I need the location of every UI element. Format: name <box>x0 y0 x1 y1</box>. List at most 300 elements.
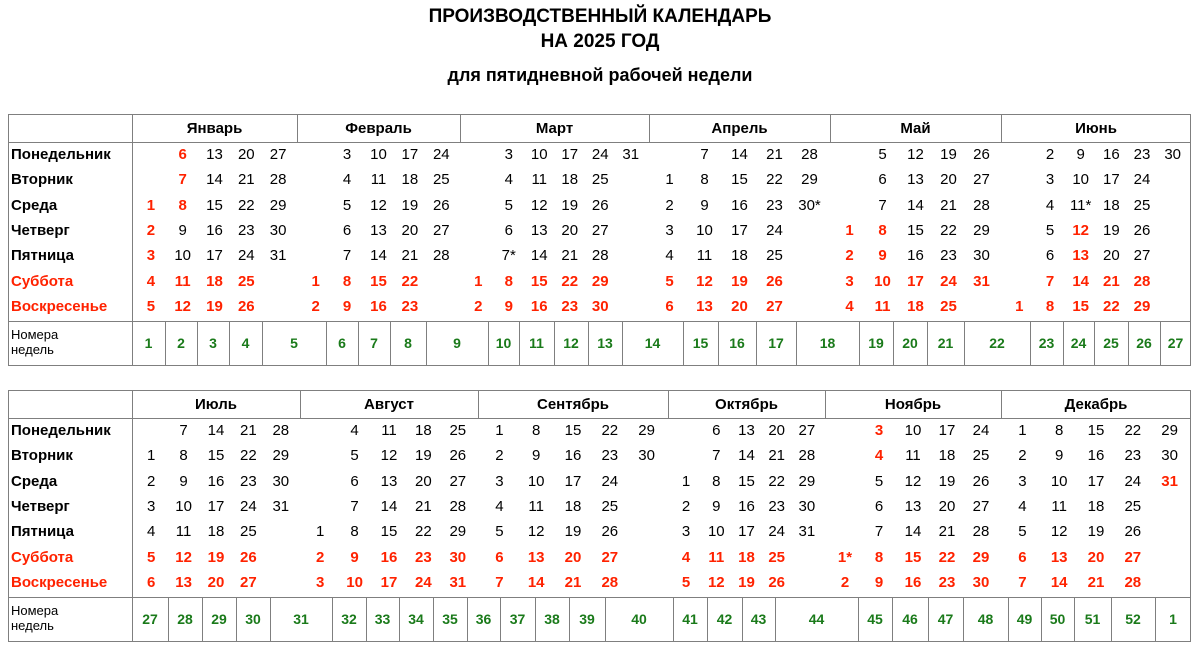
day-cell: 20 <box>731 297 748 315</box>
day-cell: 13 <box>696 297 713 315</box>
week-number: 52 <box>1125 611 1141 627</box>
day-cell: 17 <box>401 146 419 163</box>
day-cell: 17 <box>206 247 223 265</box>
day-cell: 25 <box>766 247 783 265</box>
day-cell: 25 <box>1133 196 1151 214</box>
week-number: 23 <box>1038 335 1055 351</box>
day-cell: 6 <box>1018 548 1027 566</box>
week-number: 11 <box>529 335 544 351</box>
day-cell: 10 <box>527 472 545 490</box>
day-cell: 26 <box>768 573 786 591</box>
day-cell: 23 <box>237 221 255 239</box>
day-cell: 30 <box>591 297 609 315</box>
day-cell: 30 <box>798 497 816 515</box>
day-cell: 9 <box>874 573 884 591</box>
day-cell: 22 <box>768 472 786 490</box>
day-cell: 20 <box>940 171 957 189</box>
day-cell: 12 <box>175 548 192 566</box>
day-cell: 25 <box>768 548 786 566</box>
day-cell: 30 <box>1164 146 1181 163</box>
day-cell: 9 <box>532 447 541 465</box>
day-cell: 13 <box>1050 548 1068 566</box>
day-cell: 1 <box>681 472 691 490</box>
day-cell: 22 <box>940 221 957 239</box>
day-cell: 5 <box>1045 221 1055 239</box>
day-cell: 24 <box>1133 171 1151 189</box>
month-name: Апрель <box>711 120 768 137</box>
day-cell: 30 <box>638 447 655 465</box>
day-cell: 25 <box>940 297 957 315</box>
day-cell: 14 <box>527 573 545 591</box>
day-cell: 28 <box>798 447 816 465</box>
day-cell: 19 <box>564 523 582 541</box>
day-cell: 2 <box>474 297 483 315</box>
day-cell: 21 <box>564 573 582 591</box>
day-cell: 27 <box>972 497 990 515</box>
day-cell: 2 <box>665 196 674 214</box>
day-cell: 12 <box>707 573 725 591</box>
day-cell: 31 <box>449 573 467 591</box>
day-cell: 13 <box>907 171 924 189</box>
day-cell: 3 <box>874 422 884 439</box>
day-cell: 27 <box>1124 548 1142 566</box>
day-cell: 2 <box>146 221 156 239</box>
day-cell: 7 <box>1018 573 1027 591</box>
day-cell: 17 <box>907 272 924 290</box>
day-cell: 10 <box>175 497 192 515</box>
week-number: 10 <box>495 335 512 351</box>
day-cell: 17 <box>738 523 755 541</box>
day-cell: 27 <box>601 548 619 566</box>
day-cell: 24 <box>240 497 257 515</box>
day-cell: 8 <box>712 472 721 490</box>
day-cell: 23 <box>768 497 786 515</box>
day-cell: 16 <box>530 297 548 315</box>
day-cell: 23 <box>1124 447 1142 465</box>
weekday-label: Суббота <box>11 272 74 290</box>
day-cell: 24 <box>237 247 255 265</box>
weekday-label: Вторник <box>11 447 73 465</box>
day-cell: 30* <box>798 196 821 214</box>
week-number: 41 <box>682 611 698 627</box>
day-cell: 7* <box>501 247 516 265</box>
weekday-column-divider <box>132 114 133 321</box>
day-cell: 31 <box>622 146 640 163</box>
day-cell: 6 <box>342 221 352 239</box>
day-cell: 10 <box>904 422 922 439</box>
day-cell: 14 <box>738 447 755 465</box>
weekday-label: Пятница <box>11 247 74 265</box>
day-cell: 17 <box>561 146 579 163</box>
day-cell: 26 <box>237 297 255 315</box>
day-cell: 1 <box>1018 422 1027 439</box>
day-cell: 8 <box>700 171 709 189</box>
day-cell: 17 <box>1087 472 1105 490</box>
week-number: 21 <box>937 335 954 351</box>
day-cell: 6 <box>878 171 887 189</box>
day-cell: 27 <box>269 146 287 163</box>
day-cell: 23 <box>240 472 257 490</box>
day-cell: 19 <box>938 472 956 490</box>
week-number: 26 <box>1136 335 1152 351</box>
day-cell: 5 <box>146 297 156 315</box>
day-cell: 26 <box>601 523 619 541</box>
day-cell: 1 <box>311 272 320 290</box>
day-cell: 3 <box>146 247 156 265</box>
day-cell: 11 <box>528 497 544 515</box>
day-cell: 19 <box>1102 221 1120 239</box>
weekday-label: Четверг <box>11 497 70 515</box>
day-cell: 28 <box>973 196 990 214</box>
day-cell: 19 <box>207 548 225 566</box>
week-number: 4 <box>241 335 250 351</box>
day-cell: 9 <box>1076 146 1085 163</box>
day-cell: 22 <box>561 272 579 290</box>
day-cell: 17 <box>564 472 582 490</box>
day-cell: 29 <box>972 548 990 566</box>
day-cell: 2 <box>1018 447 1027 465</box>
month-name: Май <box>900 120 931 137</box>
week-number: 9 <box>453 335 461 351</box>
day-cell: 18 <box>564 497 582 515</box>
day-cell: 7 <box>178 171 187 189</box>
day-cell: 7 <box>712 447 721 465</box>
day-cell: 12 <box>527 523 545 541</box>
day-cell: 5 <box>681 573 691 591</box>
day-cell: 10 <box>530 146 548 163</box>
calendar-first-half <box>8 114 1191 366</box>
day-cell: 15 <box>206 196 223 214</box>
day-cell: 3 <box>1045 171 1055 189</box>
week-number: 16 <box>729 335 745 351</box>
day-cell: 3 <box>342 146 352 163</box>
day-cell: 5 <box>878 146 887 163</box>
day-cell: 17 <box>207 497 225 515</box>
day-cell: 4 <box>350 422 359 439</box>
day-cell: 1 <box>1015 297 1024 315</box>
day-cell: 5 <box>350 447 359 465</box>
day-cell: 11 <box>174 272 191 290</box>
day-cell: 5 <box>1018 523 1027 541</box>
day-cell: 28 <box>269 171 287 189</box>
month-name: Ноябрь <box>884 396 942 413</box>
day-cell: 1 <box>147 447 156 465</box>
month-name: Июнь <box>1075 120 1117 137</box>
day-cell: 12 <box>1050 523 1068 541</box>
week-number: 45 <box>867 611 883 627</box>
day-cell: 13 <box>904 497 922 515</box>
day-cell: 23 <box>766 196 783 214</box>
day-cell: 3 <box>1018 472 1027 490</box>
week-number: 40 <box>631 611 647 627</box>
day-cell: 4 <box>1045 196 1055 214</box>
day-cell: 28 <box>591 247 609 265</box>
day-cell: 22 <box>766 171 783 189</box>
day-cell: 3 <box>316 573 325 591</box>
week-number: 36 <box>475 611 492 627</box>
day-cell: 15 <box>1072 297 1089 315</box>
day-cell: 28 <box>601 573 619 591</box>
day-cell: 14 <box>731 146 748 163</box>
day-cell: 14 <box>1050 573 1068 591</box>
month-name: Февраль <box>345 120 412 137</box>
day-cell: 18 <box>206 272 223 290</box>
day-cell: 11 <box>1051 497 1067 515</box>
day-cell: 22 <box>240 447 257 465</box>
day-cell: 10 <box>370 146 387 163</box>
day-cell: 3 <box>495 472 504 490</box>
day-cell: 12 <box>530 196 548 214</box>
day-cell: 21 <box>938 523 956 541</box>
day-cell: 15 <box>904 548 922 566</box>
day-cell: 22 <box>415 523 432 541</box>
day-cell: 11* <box>1069 196 1092 214</box>
day-cell: 29 <box>269 196 287 214</box>
day-cell: 9 <box>1055 447 1064 465</box>
day-cell: 13 <box>530 221 548 239</box>
day-cell: 12 <box>174 297 192 315</box>
day-cell: 21 <box>1102 272 1120 290</box>
day-cell: 17 <box>938 422 956 439</box>
day-cell: 25 <box>240 523 257 541</box>
day-cell: 9 <box>178 221 187 239</box>
day-cell: 19 <box>415 447 432 465</box>
day-cell: 10 <box>1072 171 1089 189</box>
week-number: 17 <box>768 335 784 351</box>
day-cell: 24 <box>591 146 609 163</box>
day-cell: 10 <box>1050 472 1068 490</box>
day-cell: 16 <box>380 548 398 566</box>
week-number: 51 <box>1084 611 1101 627</box>
day-cell: 16 <box>207 472 225 490</box>
day-cell: 4 <box>874 447 884 465</box>
day-cell: 24 <box>432 146 450 163</box>
day-cell: 23 <box>938 573 956 591</box>
month-name: Январь <box>186 120 243 137</box>
day-cell: 12 <box>696 272 713 290</box>
week-number: 14 <box>644 335 661 351</box>
day-cell: 11 <box>381 422 397 439</box>
header-divider <box>8 418 1191 419</box>
day-cell: 17 <box>1102 171 1120 189</box>
day-cell: 9 <box>700 196 709 214</box>
day-cell: 11 <box>708 548 725 566</box>
day-cell: 18 <box>907 297 924 315</box>
weekday-label: Понедельник <box>11 146 111 163</box>
week-number: 19 <box>868 335 884 351</box>
month-name: Декабрь <box>1064 396 1128 413</box>
day-cell: 9 <box>350 548 359 566</box>
day-cell: 8 <box>178 196 187 214</box>
day-cell: 15 <box>738 472 755 490</box>
day-cell: 7 <box>874 523 884 541</box>
day-cell: 6 <box>874 497 884 515</box>
day-cell: 12 <box>907 146 924 163</box>
day-cell: 15 <box>564 422 582 439</box>
day-cell: 27 <box>1133 247 1151 265</box>
day-cell: 14 <box>904 523 922 541</box>
day-cell: 24 <box>766 221 783 239</box>
day-cell: 21 <box>415 497 432 515</box>
day-cell: 26 <box>591 196 609 214</box>
day-cell: 22 <box>601 422 619 439</box>
day-cell: 21 <box>240 422 257 439</box>
day-cell: 15 <box>731 171 748 189</box>
week-number: 18 <box>819 335 836 351</box>
day-cell: 15 <box>370 272 387 290</box>
day-cell: 18 <box>207 523 225 541</box>
week-number: 34 <box>408 611 424 627</box>
day-cell: 16 <box>731 196 748 214</box>
day-cell: 11 <box>175 523 192 541</box>
day-cell: 5 <box>504 196 513 214</box>
day-cell: 19 <box>940 146 957 163</box>
day-cell: 10 <box>874 272 891 290</box>
day-cell: 5 <box>495 523 504 541</box>
day-cell: 30 <box>972 573 990 591</box>
day-cell: 14 <box>380 497 398 515</box>
week-number: 32 <box>341 611 357 627</box>
day-cell: 4 <box>681 548 691 566</box>
day-cell: 5 <box>665 272 674 290</box>
day-cell: 19 <box>738 573 755 591</box>
day-cell: 27 <box>240 573 257 591</box>
day-cell: 19 <box>731 272 748 290</box>
day-cell: 1 <box>845 221 854 239</box>
day-cell: 8 <box>350 523 359 541</box>
day-cell: 26 <box>240 548 257 566</box>
day-cell: 16 <box>907 247 924 265</box>
day-cell: 10 <box>696 221 713 239</box>
week-number: 33 <box>374 611 391 627</box>
day-cell: 19 <box>401 196 419 214</box>
day-cell: 29 <box>272 447 290 465</box>
day-cell: 13 <box>738 422 755 439</box>
day-cell: 7 <box>700 146 709 163</box>
day-cell: 12 <box>380 447 398 465</box>
day-cell: 14 <box>207 422 225 439</box>
week-number: 2 <box>177 335 185 351</box>
day-cell: 9 <box>878 247 887 265</box>
day-cell: 16 <box>370 297 387 315</box>
week-number: 3 <box>209 335 217 351</box>
day-cell: 18 <box>731 247 748 265</box>
day-cell: 8 <box>504 272 513 290</box>
day-cell: 1 <box>495 422 504 439</box>
week-number: 50 <box>1049 611 1066 627</box>
week-number: 12 <box>563 335 579 351</box>
day-cell: 24 <box>415 573 432 591</box>
day-cell: 1 <box>146 196 156 214</box>
day-cell: 4 <box>665 247 674 265</box>
day-cell: 18 <box>561 171 579 189</box>
day-cell: 28 <box>272 422 290 439</box>
day-cell: 25 <box>432 171 450 189</box>
week-number: 43 <box>750 611 767 627</box>
day-cell: 16 <box>206 221 223 239</box>
day-cell: 24 <box>972 422 990 439</box>
day-cell: 13 <box>380 472 398 490</box>
day-cell: 2 <box>840 573 850 591</box>
day-cell: 11 <box>696 247 713 265</box>
week-number: 31 <box>293 611 309 627</box>
week-number: 28 <box>177 611 193 627</box>
week-number: 39 <box>579 611 595 627</box>
day-cell: 21 <box>766 146 783 163</box>
day-cell: 27 <box>432 221 450 239</box>
day-cell: 11 <box>531 171 548 189</box>
day-cell: 8 <box>874 548 884 566</box>
day-cell: 26 <box>1133 221 1151 239</box>
week-number: 42 <box>716 611 733 627</box>
day-cell: 29 <box>638 422 655 439</box>
week-number: 48 <box>977 611 994 627</box>
day-cell: 25 <box>1124 497 1142 515</box>
day-cell: 20 <box>561 221 579 239</box>
day-cell: 22 <box>1124 422 1142 439</box>
week-number: 8 <box>404 335 412 351</box>
day-cell: 25 <box>237 272 255 290</box>
week-number: 7 <box>370 335 378 351</box>
day-cell: 20 <box>237 146 255 163</box>
day-cell: 14 <box>1072 272 1089 290</box>
day-cell: 10 <box>174 247 192 265</box>
day-cell: 28 <box>972 523 990 541</box>
day-cell: 8 <box>878 221 887 239</box>
week-number: 27 <box>1167 335 1184 351</box>
day-cell: 24 <box>768 523 786 541</box>
day-cell: 2 <box>681 497 691 515</box>
day-cell: 16 <box>564 447 582 465</box>
day-cell: 29 <box>1161 422 1178 439</box>
day-cell: 21 <box>940 196 957 214</box>
day-cell: 18 <box>1087 497 1105 515</box>
week-number: 24 <box>1070 335 1087 351</box>
day-cell: 18 <box>738 548 755 566</box>
month-name: Июль <box>195 396 237 413</box>
day-cell: 22 <box>938 548 956 566</box>
day-cell: 23 <box>601 447 619 465</box>
day-cell: 8 <box>1045 297 1055 315</box>
weekday-label: Среда <box>11 472 58 490</box>
week-numbers-label: Номера недель <box>11 327 59 357</box>
day-cell: 5 <box>147 548 156 566</box>
day-cell: 23 <box>940 247 957 265</box>
weeks-divider <box>8 597 1191 598</box>
day-cell: 1* <box>837 548 853 566</box>
day-cell: 20 <box>768 422 786 439</box>
week-number: 38 <box>544 611 560 627</box>
week-number: 47 <box>937 611 954 627</box>
day-cell: 25 <box>591 171 609 189</box>
day-cell: 31 <box>1161 472 1178 490</box>
day-cell: 12 <box>370 196 387 214</box>
day-cell: 25 <box>449 422 467 439</box>
day-cell: 29 <box>591 272 609 290</box>
day-cell: 28 <box>1133 272 1151 290</box>
day-cell: 17 <box>731 221 748 239</box>
day-cell: 22 <box>1102 297 1120 315</box>
day-cell: 26 <box>766 272 783 290</box>
week-number: 5 <box>290 335 298 351</box>
day-cell: 19 <box>561 196 579 214</box>
day-cell: 24 <box>940 272 957 290</box>
day-cell: 6 <box>504 221 513 239</box>
day-cell: 15 <box>207 447 225 465</box>
day-cell: 8 <box>342 272 352 290</box>
day-cell: 25 <box>972 447 990 465</box>
day-cell: 16 <box>904 573 922 591</box>
